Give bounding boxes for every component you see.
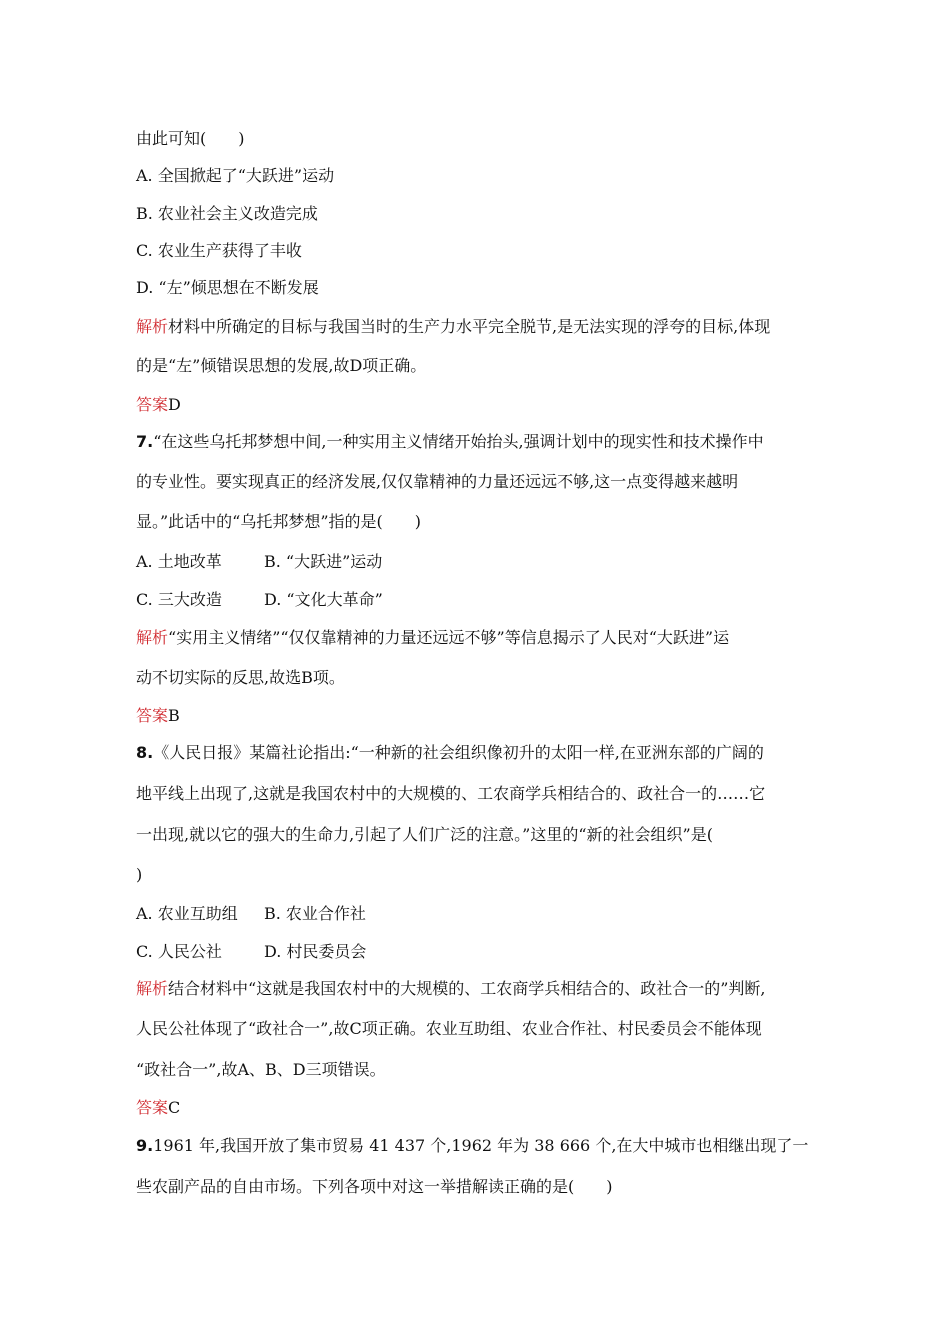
q7-stem-line-2: 的专业性。要实现真正的经济发展,仅仅靠精神的力量还远远不够,这一点变得越来越明 (136, 472, 739, 491)
q7-stem-text-1: “在这些乌托邦梦想中间,一种实用主义情绪开始抬头,强调计划中的现实性和技术操作中 (153, 432, 764, 451)
q8-analysis-line-2: 人民公社体现了“政社合一”,故C项正确。农业互助组、农业合作社、村民委员会不能体现 (136, 1019, 762, 1038)
q6-analysis-label: 解析 (136, 317, 169, 336)
q8-option-a: A. 农业互助组 (136, 904, 238, 923)
q7-options-row-2 (136, 589, 826, 611)
q8-stem-line-1 (136, 742, 826, 764)
q8-stem-text-1: 《人民日报》某篇社论指出:“一种新的社会组织像初升的太阳一样,在亚洲东部的广阔的 (153, 743, 764, 762)
q8-option-b: B. 农业合作社 (264, 904, 366, 923)
q6-answer-label: 答案 (136, 395, 169, 414)
q6-analysis-text-1: 材料中所确定的目标与我国当时的生产力水平完全脱节,是无法实现的浮夸的目标,体现 (168, 317, 771, 336)
q6-stem-tail: 由此可知( ) (136, 129, 245, 148)
q6-answer-line (136, 394, 826, 416)
q7-answer-line (136, 705, 826, 727)
q7-answer-label: 答案 (136, 706, 169, 725)
q6-answer-value: D (168, 395, 181, 414)
q7-analysis-line-2: 动不切实际的反思,故选B项。 (136, 668, 345, 687)
q9-stem-line-2: 些农副产品的自由市场。下列各项中对这一举措解读正确的是( ) (136, 1177, 613, 1196)
q8-number: 8. (136, 743, 154, 762)
q6-analysis-line-2: 的是“左”倾错误思想的发展,故D项正确。 (136, 356, 427, 375)
q6-option-c: C. 农业生产获得了丰收 (136, 241, 302, 260)
q7-analysis-text-1: “实用主义情绪”“仅仅靠精神的力量还远远不够”等信息揭示了人民对“大跃进”运 (168, 628, 730, 647)
q8-analysis-line-3: “政社合一”,故A、B、D三项错误。 (136, 1060, 386, 1079)
q8-options-row-1 (136, 903, 826, 925)
q7-stem-line-1 (136, 431, 826, 453)
q7-answer-value: B (168, 706, 180, 725)
q8-analysis-label: 解析 (136, 979, 169, 998)
q6-option-d: D. “左”倾思想在不断发展 (136, 278, 319, 297)
q7-analysis-label: 解析 (136, 628, 169, 647)
q8-option-c: C. 人民公社 (136, 942, 222, 961)
q6-analysis-line-1 (136, 316, 826, 338)
q7-options-row-1 (136, 551, 826, 573)
q9-number: 9. (136, 1136, 154, 1155)
q9-stem-text-1: 1961 年,我国开放了集市贸易 41 437 个,1962 年为 38 666 个,在大中城市也相继出现了一 (153, 1136, 809, 1155)
q7-option-c: C. 三大改造 (136, 590, 222, 609)
q7-option-b: B. “大跃进”运动 (264, 552, 383, 571)
q8-options-row-2 (136, 941, 826, 963)
q8-stem-line-4: ) (136, 865, 143, 884)
q6-option-a: A. 全国掀起了“大跃进”运动 (136, 166, 335, 185)
q7-number: 7. (136, 432, 154, 451)
q8-answer-line (136, 1097, 826, 1119)
q8-answer-value: C (168, 1098, 181, 1117)
q8-option-d: D. 村民委员会 (264, 942, 367, 961)
q7-stem-line-3: 显。”此话中的“乌托邦梦想”指的是( ) (136, 512, 422, 531)
q8-stem-line-3: 一出现,就以它的强大的生命力,引起了人们广泛的注意。”这里的“新的社会组织”是( (136, 825, 713, 844)
q7-option-a: A. 土地改革 (136, 552, 222, 571)
q8-answer-label: 答案 (136, 1098, 169, 1117)
q7-analysis-line-1 (136, 627, 826, 649)
q7-option-d: D. “文化大革命” (264, 590, 383, 609)
q8-analysis-line-1 (136, 978, 826, 1000)
q6-option-b: B. 农业社会主义改造完成 (136, 204, 318, 223)
q8-analysis-text-1: 结合材料中“这就是我国农村中的大规模的、工农商学兵相结合的、政社合一的”判断, (168, 979, 766, 998)
q9-stem-line-1 (136, 1135, 826, 1157)
q8-stem-line-2: 地平线上出现了,这就是我国农村中的大规模的、工农商学兵相结合的、政社合一的……它 (136, 784, 766, 803)
